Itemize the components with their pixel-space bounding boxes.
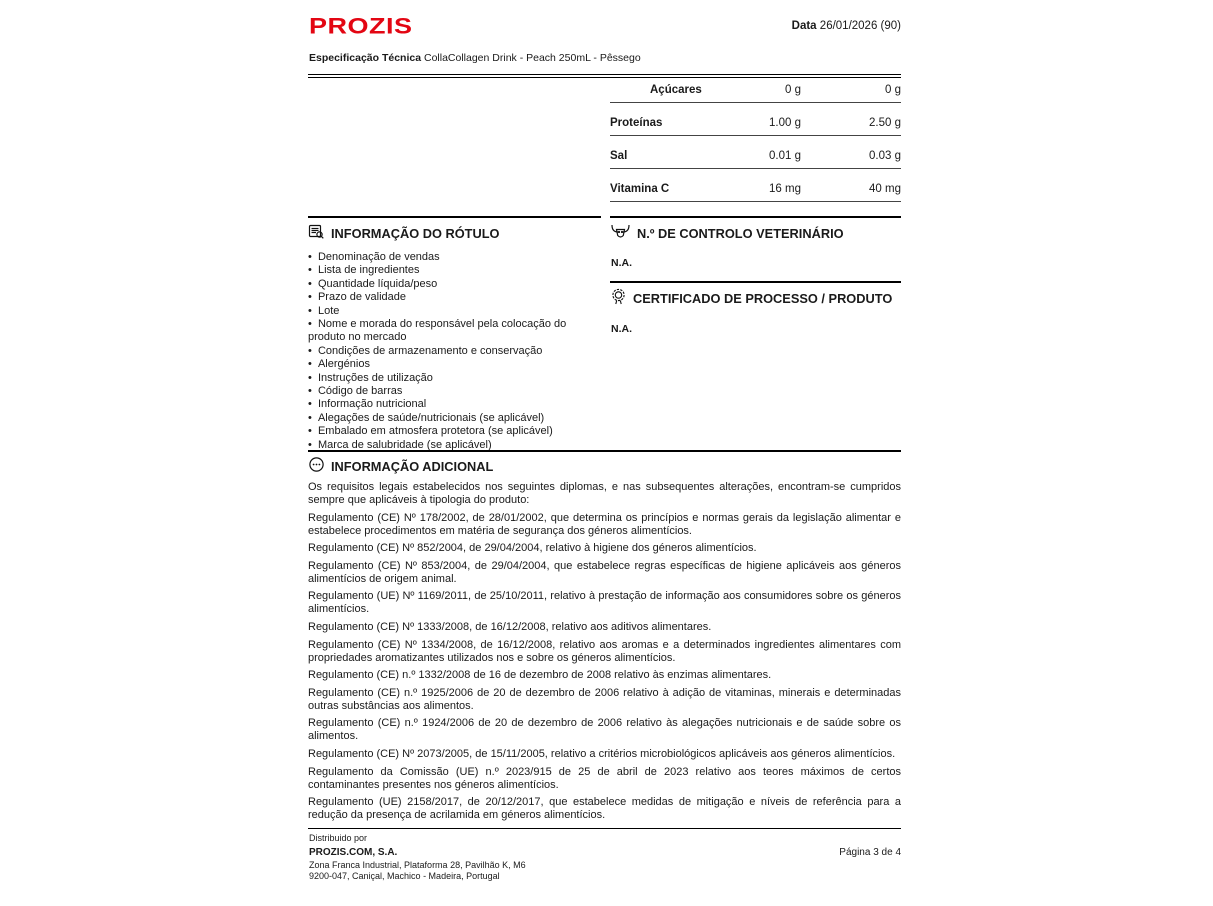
document-page	[308, 0, 901, 906]
date-value: 26/01/2026 (90)	[819, 20, 901, 32]
prozis-logo: PROZIS	[309, 14, 413, 39]
list-item	[308, 358, 601, 371]
list-item	[308, 372, 601, 385]
list-item-text: • Condições de armazenamento e conservação	[308, 345, 542, 357]
nutrient-value-1: 0 g	[785, 84, 801, 96]
list-item-text: • Código de barras	[308, 385, 402, 397]
list-item-text: • Lote	[308, 305, 339, 317]
list-item-text: • Nome e morada do responsável pela colocação do produto no mercado	[308, 318, 566, 343]
nutrient-value-1: 1.00 g	[769, 117, 801, 129]
label-info-title: INFORMAÇÃO DO RÓTULO	[331, 225, 500, 241]
company-address-line1: Zona Franca Industrial, Plataforma 28, Pavilhão K, M6	[309, 860, 526, 870]
footer-rule	[308, 828, 901, 829]
certificate-title: CERTIFICADO DE PROCESSO / PRODUTO	[633, 291, 893, 306]
certificate-rosette-icon	[610, 288, 627, 309]
regulation-paragraph: Regulamento (CE) n.º 1925/2006 de 20 de dezembro de 2006 relativo à adição de vitaminas, minerais e determinadas outras substâncias aos alimentos.	[308, 686, 901, 712]
certificate-value: N.A.	[611, 323, 632, 335]
nutrient-value-2: 0.03 g	[869, 150, 901, 162]
regulation-paragraph: Regulamento (UE) Nº 1169/2011, de 25/10/2011, relativo à prestação de informação aos consumidores sobre os géneros alimentícios.	[308, 590, 901, 616]
regulation-paragraph: Regulamento (CE) Nº 2073/2005, de 15/11/2005, relativo a critérios microbiológicos aplicáveis aos géneros alimentícios.	[308, 747, 896, 760]
list-item	[308, 425, 601, 438]
list-item	[308, 278, 601, 291]
distributed-by-label: Distribuido por	[309, 833, 368, 843]
table-row	[610, 84, 901, 103]
nutrient-value-1: 0.01 g	[769, 150, 801, 162]
regulation-paragraph: Regulamento (CE) Nº 1334/2008, de 16/12/2008, relativo aos aromas e a determinados ingredientes alimentares com propriedades aromatizantes utilizados nos e sobre os géneros alimentícios.	[308, 638, 901, 664]
nutrient-label: Açúcares	[650, 84, 702, 96]
list-item-text: • Lista de ingredientes	[308, 264, 419, 276]
additional-info-title: INFORMAÇÃO ADICIONAL	[331, 458, 494, 474]
document-subtitle	[309, 52, 641, 64]
vet-control-title: N.º DE CONTROLO VETERINÁRIO	[637, 225, 844, 241]
list-item-text: • Prazo de validade	[308, 291, 406, 303]
list-item-text: • Embalado em atmosfera protetora (se aplicável)	[308, 425, 553, 437]
vet-control-section	[610, 216, 901, 269]
list-item	[308, 305, 601, 318]
regulation-paragraph: Regulamento (CE) Nº 1333/2008, de 16/12/2008, relativo aos aditivos alimentares.	[308, 620, 712, 633]
right-column	[610, 216, 901, 347]
regulation-paragraph: Regulamento (CE) n.º 1332/2008 de 16 de dezembro de 2008 relativo às enzimas alimentares.	[308, 669, 772, 682]
company-address-line2: 9200-047, Caniçal, Machico - Madeira, Portugal	[309, 871, 500, 881]
table-row	[610, 117, 901, 136]
additional-info-section	[308, 450, 901, 827]
nutrient-value-2: 2.50 g	[869, 117, 901, 129]
regulation-paragraph: Regulamento (CE) Nº 178/2002, de 28/01/2002, que determina os princípios e normas gerais da legislação alimentar e estabelece procedimentos em matéria de segurança dos géneros alimentícios.	[308, 511, 901, 537]
additional-info-header	[308, 452, 901, 476]
list-item	[308, 398, 601, 411]
list-item	[308, 385, 601, 398]
date-label: Data	[791, 20, 817, 32]
doc-subject: CollaCollagen Drink - Peach 250mL - Pêssego	[423, 52, 641, 64]
list-item	[308, 412, 601, 425]
label-tag-icon	[308, 223, 325, 243]
label-info-section	[308, 216, 601, 452]
regulation-paragraph: Regulamento da Comissão (UE) n.º 2023/915 de 25 de abril de 2023 relativo aos teores máximos de certos contaminantes presentes nos géneros alimentícios.	[308, 765, 901, 791]
list-item	[308, 291, 601, 304]
list-item	[308, 345, 601, 358]
nutrient-label: Proteínas	[610, 117, 663, 129]
nutrient-value-1: 16 mg	[769, 183, 801, 195]
certificate-header	[610, 283, 901, 309]
doc-type: Especificação Técnica	[309, 52, 422, 64]
certificate-section	[610, 281, 901, 335]
list-item	[308, 264, 601, 277]
bull-head-icon	[610, 223, 631, 243]
additional-info-body	[308, 481, 901, 822]
intro-paragraph: Os requisitos legais estabelecidos nos seguintes diplomas, e nas subsequentes alterações, encontram-se cumpridos sempre que aplicáveis à tipologia do produto:	[308, 481, 901, 506]
table-row	[610, 150, 901, 169]
vet-control-value: N.A.	[611, 257, 632, 269]
nutrient-value-2: 0 g	[885, 84, 901, 96]
speech-dots-icon	[308, 456, 325, 476]
nutrient-label: Sal	[610, 150, 628, 162]
list-item	[308, 318, 601, 345]
regulation-paragraph: Regulamento (CE) Nº 853/2004, de 29/04/2004, que estabelece regras específicas de higiene aplicáveis aos géneros alimentícios de origem animal.	[308, 559, 901, 585]
list-item-text: • Instruções de utilização	[308, 372, 433, 384]
list-item-text: • Denominação de vendas	[308, 251, 440, 263]
vet-control-header	[610, 218, 901, 243]
document-date	[792, 20, 901, 32]
list-item-text: • Informação nutricional	[308, 398, 426, 410]
table-row	[610, 183, 901, 202]
label-info-header	[308, 218, 601, 243]
label-info-list	[308, 251, 601, 452]
list-item-text: • Marca de salubridade (se aplicável)	[308, 439, 492, 451]
list-item	[308, 251, 601, 264]
page-indicator: Página 3 de 4	[839, 847, 901, 858]
nutrition-table	[610, 78, 901, 202]
company-name: PROZIS.COM, S.A.	[309, 847, 398, 858]
regulation-paragraph: Regulamento (UE) 2158/2017, de 20/12/2017, que estabelece medidas de mitigação e níveis de referência para a redução da presença de acrilamida em géneros alimentícios.	[308, 796, 901, 822]
nutrient-value-2: 40 mg	[869, 183, 901, 195]
list-item-text: • Alergénios	[308, 358, 370, 370]
regulation-paragraph: Regulamento (CE) Nº 852/2004, de 29/04/2004, relativo à higiene dos géneros alimentícios.	[308, 542, 757, 555]
list-item-text: • Alegações de saúde/nutricionais (se aplicável)	[308, 412, 544, 424]
list-item-text: • Quantidade líquida/peso	[308, 278, 437, 290]
regulation-paragraph: Regulamento (CE) n.º 1924/2006 de 20 de dezembro de 2006 relativo às alegações nutricionais e de saúde sobre os alimentos.	[308, 717, 901, 743]
footer	[309, 833, 759, 882]
nutrient-label: Vitamina C	[610, 183, 670, 195]
